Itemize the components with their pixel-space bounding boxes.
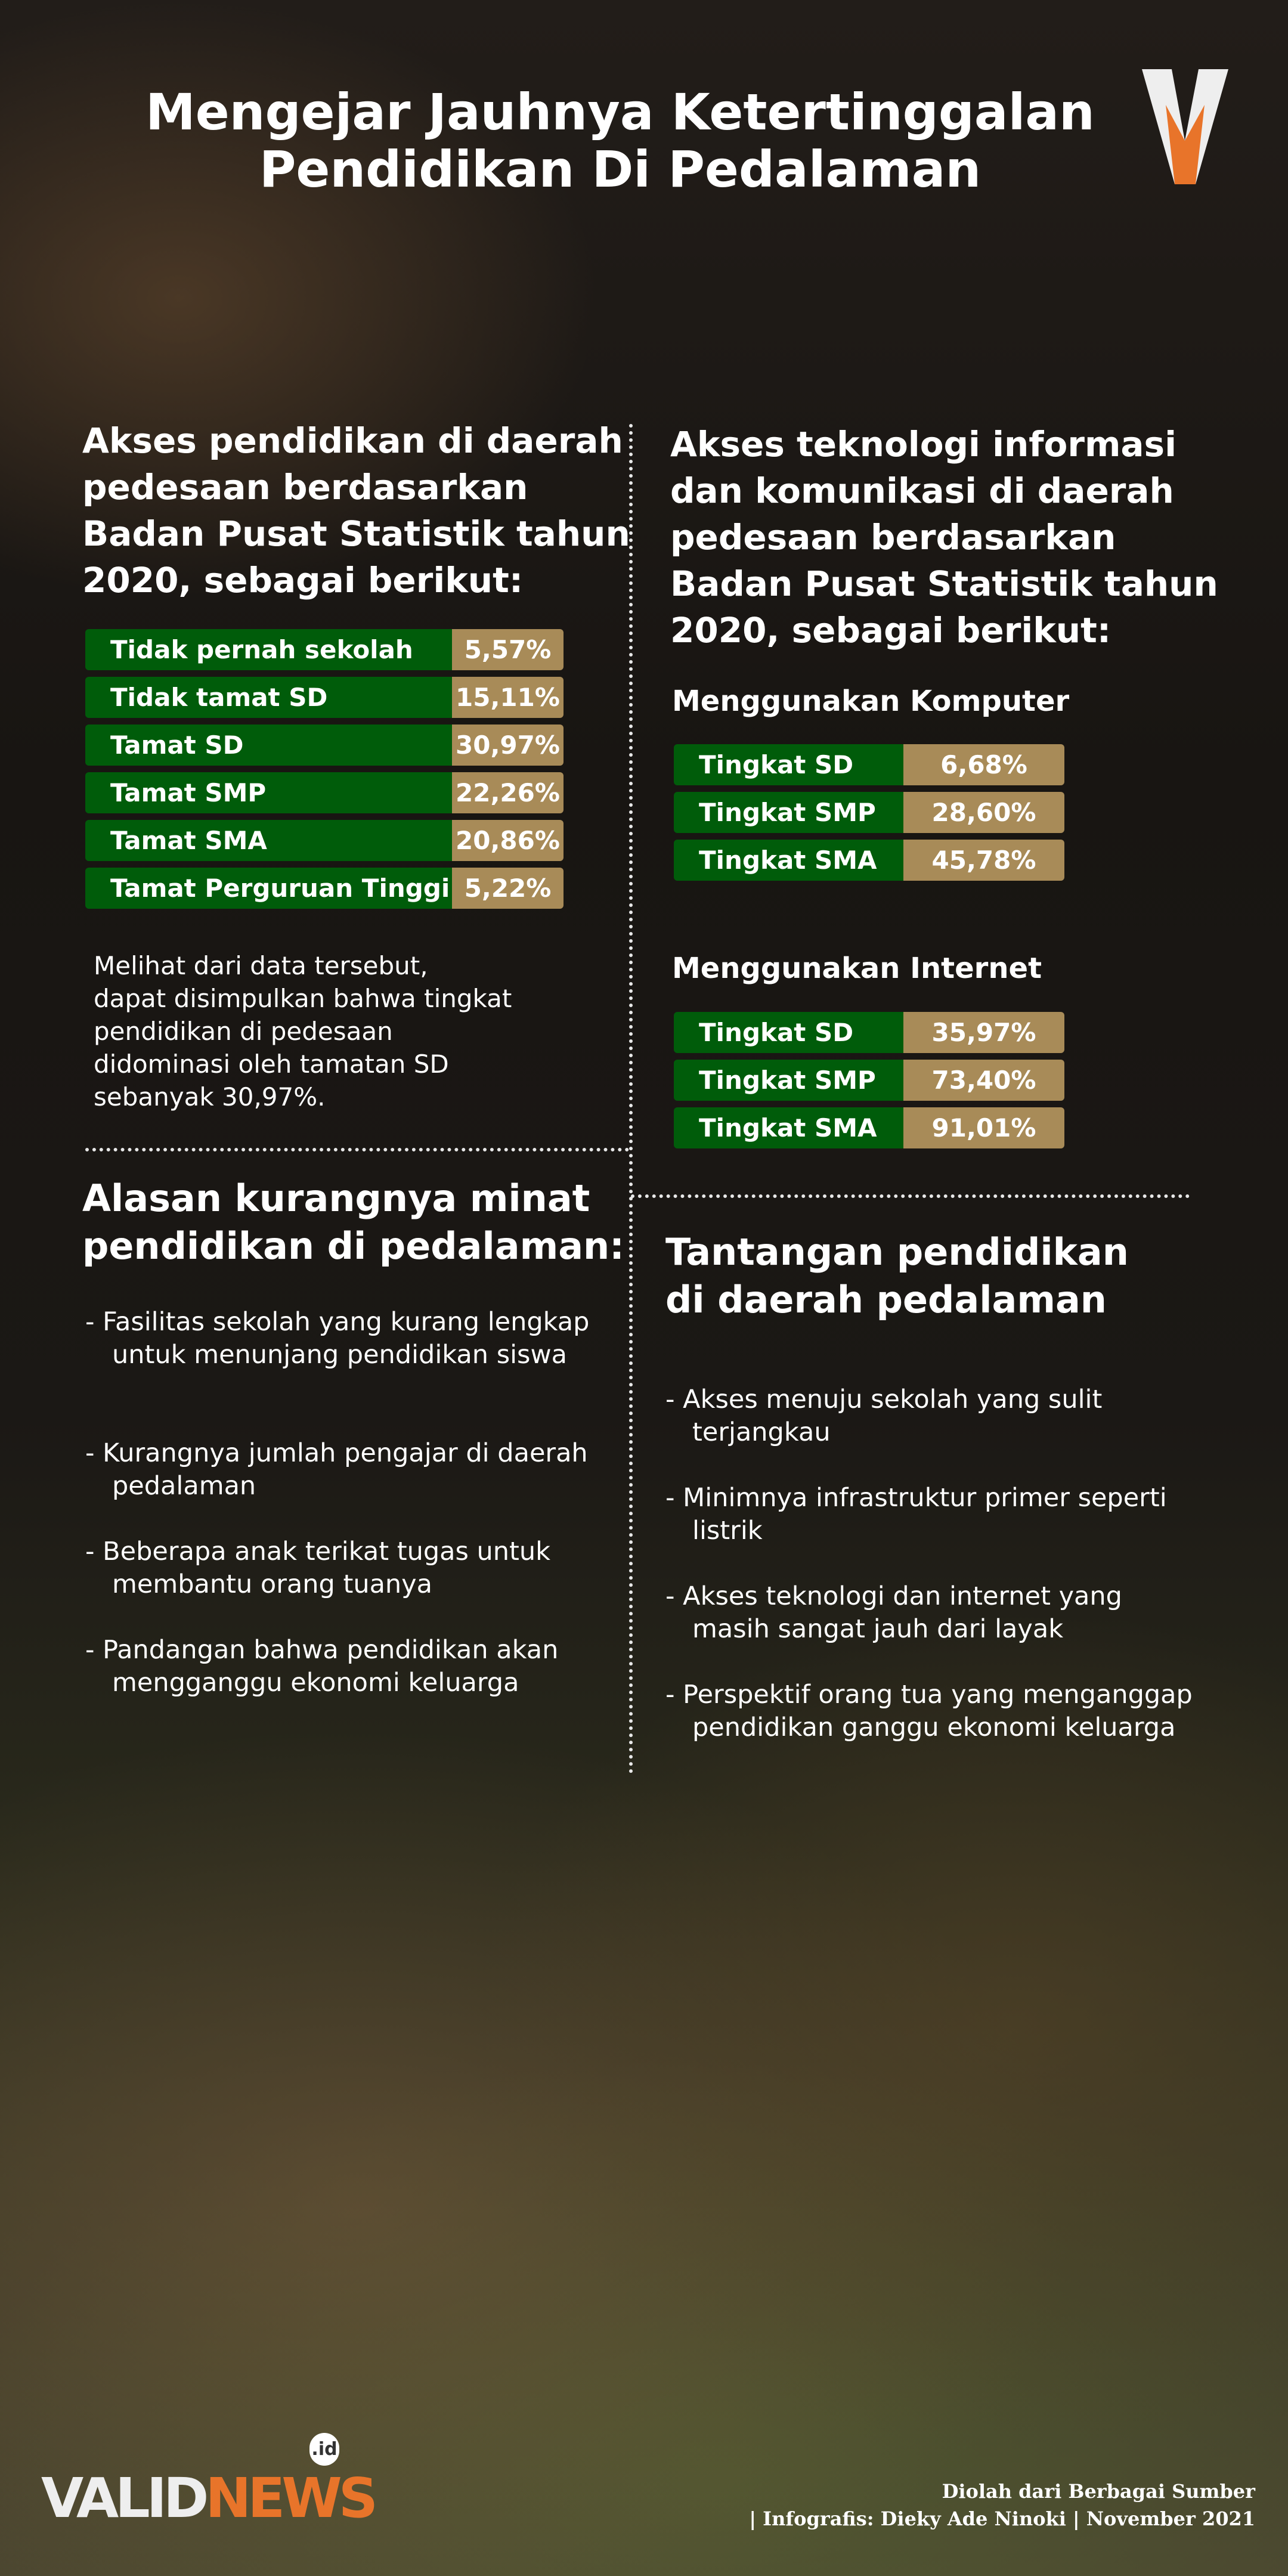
- paragraph-line: pendidikan di pedesaan: [94, 1017, 393, 1046]
- row-label: Tingkat SD: [674, 744, 903, 785]
- heading-line: Badan Pusat Statistik tahun: [670, 564, 1218, 604]
- right-divider: [631, 1194, 1190, 1198]
- vertical-divider: [629, 424, 633, 1774]
- list-item: - Beberapa anak terikat tugas untuk membantu orang tuanya: [85, 1537, 551, 1599]
- table-row: [85, 629, 564, 670]
- row-label: Tidak tamat SD: [85, 677, 452, 718]
- row-label: Tingkat SMA: [674, 1107, 903, 1148]
- row-value: 45,78%: [903, 840, 1064, 881]
- heading-line: 2020, sebagai berikut:: [670, 610, 1111, 651]
- conclusion-paragraph: [94, 949, 512, 1113]
- paragraph-line: Melihat dari data tersebut,: [94, 951, 428, 980]
- row-label: Tamat SD: [85, 724, 452, 766]
- table-row: [674, 840, 1064, 881]
- paragraph-line: didominasi oleh tamatan SD: [94, 1049, 449, 1079]
- heading-line: Badan Pusat Statistik tahun: [82, 513, 630, 554]
- paragraph-line: dapat disimpulkan bahwa tingkat: [94, 984, 512, 1013]
- education-access-heading: [82, 417, 630, 603]
- brand-v-logo-icon: [1142, 69, 1228, 184]
- row-value: 6,68%: [903, 744, 1064, 785]
- credit-source: Diolah dari Berbagai Sumber: [942, 2480, 1255, 2503]
- credits: [749, 2478, 1255, 2532]
- table-row: [674, 792, 1064, 833]
- table-row: [674, 1012, 1064, 1053]
- table-row: [674, 744, 1064, 785]
- list-item: - Fasilitas sekolah yang kurang lengkap untuk menunjang pendidikan siswa: [85, 1307, 590, 1370]
- row-value: 73,40%: [903, 1060, 1064, 1101]
- row-label: Tingkat SMP: [674, 1060, 903, 1101]
- computer-subheading: Menggunakan Komputer: [672, 685, 1070, 718]
- heading-line: Akses pendidikan di daerah: [82, 420, 623, 461]
- row-label: Tamat SMA: [85, 820, 452, 861]
- row-value: 91,01%: [903, 1107, 1064, 1148]
- heading-line: 2020, sebagai berikut:: [82, 560, 524, 600]
- row-value: 15,11%: [452, 677, 564, 718]
- table-row: [85, 724, 564, 766]
- logo-valid: VALID: [41, 2466, 206, 2530]
- paragraph-line: sebanyak 30,97%.: [94, 1082, 326, 1111]
- row-label: Tingkat SD: [674, 1012, 903, 1053]
- heading-line: pedesaan berdasarkan: [82, 467, 528, 507]
- list-item: - Pandangan bahwa pendidikan akan mengganggu ekonomi keluarga: [85, 1635, 559, 1698]
- row-value: 30,97%: [452, 724, 564, 766]
- page-title: [0, 83, 1240, 198]
- row-value: 5,57%: [452, 629, 564, 670]
- list-item: - Perspektif orang tua yang menganggap pendidikan ganggu ekonomi keluarga: [665, 1680, 1193, 1742]
- logo-news: NEWS: [205, 2466, 374, 2530]
- row-label: Tingkat SMA: [674, 840, 903, 881]
- row-label: Tamat SMP: [85, 772, 452, 813]
- logo-id-badge: .id: [309, 2433, 339, 2466]
- row-value: 35,97%: [903, 1012, 1064, 1053]
- challenges-list: [665, 1383, 1202, 1810]
- row-label: Tamat Perguruan Tinggi: [85, 868, 452, 909]
- heading-line: Alasan kurangnya minat: [82, 1176, 590, 1220]
- row-value: 22,26%: [452, 772, 564, 813]
- table-row: [85, 677, 564, 718]
- list-item: - Kurangnya jumlah pengajar di daerah pedalaman: [85, 1438, 588, 1501]
- row-value: 28,60%: [903, 792, 1064, 833]
- internet-subheading: Menggunakan Internet: [672, 952, 1042, 985]
- credit-author: | Infografis: Dieky Ade Ninoki | November 2021: [749, 2507, 1255, 2530]
- validnews-logo: [41, 2439, 374, 2530]
- title-line: Mengejar Jauhnya Ketertinggalan: [145, 83, 1095, 141]
- list-item: - Minimnya infrastruktur primer seperti listrik: [665, 1483, 1167, 1546]
- heading-line: pendidikan di pedalaman:: [82, 1224, 624, 1268]
- heading-line: di daerah pedalaman: [665, 1278, 1107, 1321]
- heading-line: dan komunikasi di daerah: [670, 470, 1174, 511]
- heading-line: Akses teknologi informasi: [670, 424, 1176, 465]
- row-value: 5,22%: [452, 868, 564, 909]
- heading-line: pedesaan berdasarkan: [670, 517, 1116, 558]
- list-item: - Akses teknologi dan internet yang masih sangat jauh dari layak: [665, 1581, 1122, 1644]
- table-row: [85, 772, 564, 813]
- reasons-heading: [82, 1175, 624, 1270]
- table-row: [674, 1060, 1064, 1101]
- row-label: Tidak pernah sekolah: [85, 629, 452, 670]
- table-row: [674, 1107, 1064, 1148]
- title-line: Pendidikan Di Pedalaman: [259, 140, 982, 199]
- left-divider: [85, 1148, 629, 1151]
- reasons-list: [85, 1306, 598, 1765]
- challenges-heading: [665, 1228, 1129, 1324]
- ict-access-heading: [670, 421, 1218, 654]
- row-label: Tingkat SMP: [674, 792, 903, 833]
- heading-line: Tantangan pendidikan: [665, 1230, 1129, 1274]
- table-row: [85, 820, 564, 861]
- list-item: - Akses menuju sekolah yang sulit terjangkau: [665, 1385, 1103, 1447]
- row-value: 20,86%: [452, 820, 564, 861]
- table-row: [85, 868, 564, 909]
